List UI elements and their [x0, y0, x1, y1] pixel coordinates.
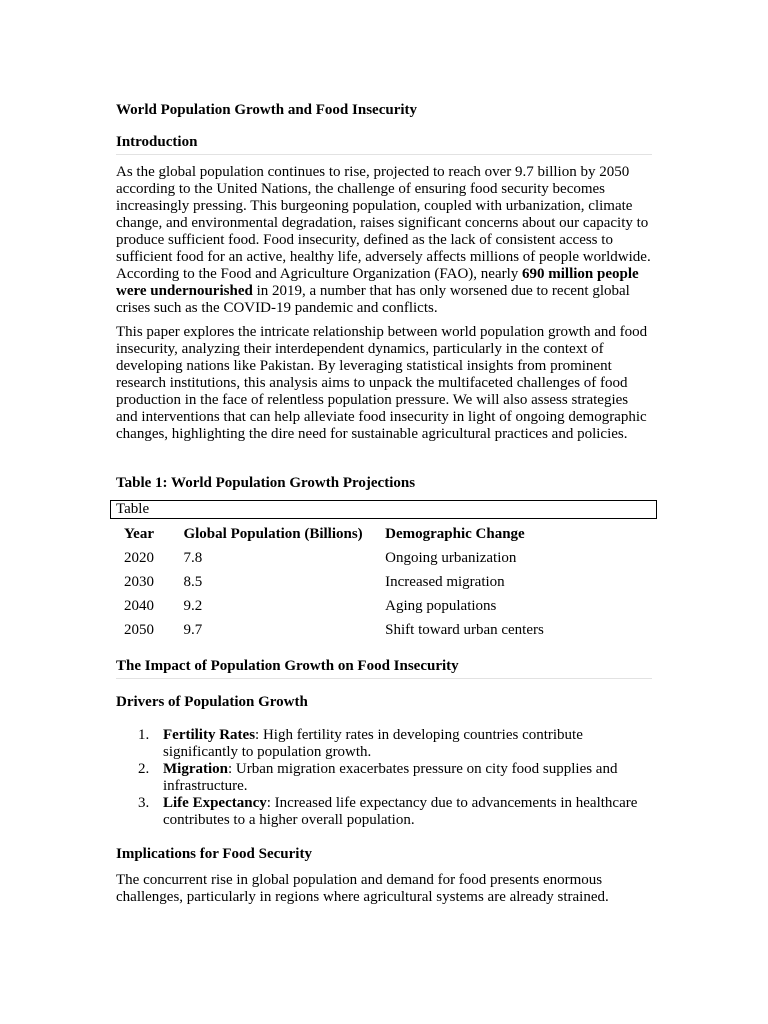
intro-text-end: in 2019, a number that has only worsened due to recent global crises such as the COVID-19 pandemic and conflicts. [116, 283, 630, 316]
cell-demographic: Increased migration [385, 574, 505, 590]
list-text: : Urban migration exacerbates pressure on city food supplies and infrastructure. [163, 761, 618, 794]
divider [116, 154, 652, 155]
list-text: : Increased life expectancy due to advancements in healthcare contributes to a higher overall population. [163, 795, 638, 828]
table-row [116, 570, 652, 594]
implications-heading: Implications for Food Security [116, 846, 312, 862]
cell-year: 2030 [124, 574, 154, 590]
list-term: Migration [163, 761, 228, 777]
intro-bold-text: 690 million people were undernourished [116, 266, 639, 299]
divider [116, 678, 652, 679]
drivers-heading: Drivers of Population Growth [116, 694, 308, 710]
intro-paragraph-1 [116, 164, 652, 317]
header-demographic: Demographic Change [385, 526, 525, 542]
list-number: 3. [138, 795, 150, 811]
list-term: Life Expectancy [163, 795, 267, 811]
table-row [116, 594, 652, 618]
list-number: 2. [138, 761, 150, 777]
intro-paragraph-2: This paper explores the intricate relationship between world population growth and food insecurity, analyzing their interdependent dynamics, particularly in the context of developing nations like Pakistan. By leveraging statistical insights from prominent research institutions, this analysis aims to unpack the multifaceted challenges of food production in the face of relentless population pressure. We will also assess strategies and interventions that can help alleviate food insecurity in light of ongoing demographic changes, highlighting the dire need for sustainable agricultural practices and policies. [116, 324, 648, 442]
cell-population: 9.2 [183, 598, 203, 614]
header-population: Global Population (Billions) [183, 526, 363, 542]
table-row [116, 618, 652, 642]
cell-demographic: Aging populations [385, 598, 497, 614]
list-item [116, 761, 652, 795]
list-number: 1. [138, 727, 150, 743]
intro-text: As the global population continues to rise, projected to reach over 9.7 billion by 2050 according to the United Nations, the challenge of ensuring food security becomes increasingly pressing. This burgeoning population, coupled with urbanization, climate change, and environmental degradation, raises significant concerns about our capacity to produce sufficient food. Food insecurity, defined as the lack of consistent access to sufficient food for an active, healthy life, adversely affects millions of people worldwide. According to the Food and Agriculture Organization (FAO), nearly [116, 164, 651, 282]
list-item [116, 727, 652, 761]
table-row [116, 546, 652, 570]
table-caption: Table 1: World Population Growth Projections [116, 475, 416, 491]
cell-demographic: Shift toward urban centers [385, 622, 544, 638]
table-label-box: Table [110, 500, 657, 519]
table-header-row [116, 522, 652, 546]
impact-heading: The Impact of Population Growth on Food Insecurity [116, 658, 459, 674]
cell-population: 8.5 [183, 574, 203, 590]
cell-year: 2040 [124, 598, 154, 614]
header-year: Year [124, 526, 154, 542]
cell-population: 9.7 [183, 622, 203, 638]
cell-year: 2020 [124, 550, 154, 566]
document-title: World Population Growth and Food Insecurity [116, 102, 418, 118]
implications-paragraph: The concurrent rise in global population and demand for food presents enormous challenges, particularly in regions where agricultural systems are already strained. [116, 872, 609, 905]
list-term: Fertility Rates [163, 727, 256, 743]
drivers-list [116, 727, 652, 829]
cell-population: 7.8 [183, 550, 203, 566]
list-item [116, 795, 652, 829]
list-text: : High fertility rates in developing countries contribute significantly to population growth. [163, 727, 583, 760]
cell-demographic: Ongoing urbanization [385, 550, 517, 566]
cell-year: 2050 [124, 622, 154, 638]
population-table [116, 522, 652, 642]
introduction-heading: Introduction [116, 134, 198, 150]
